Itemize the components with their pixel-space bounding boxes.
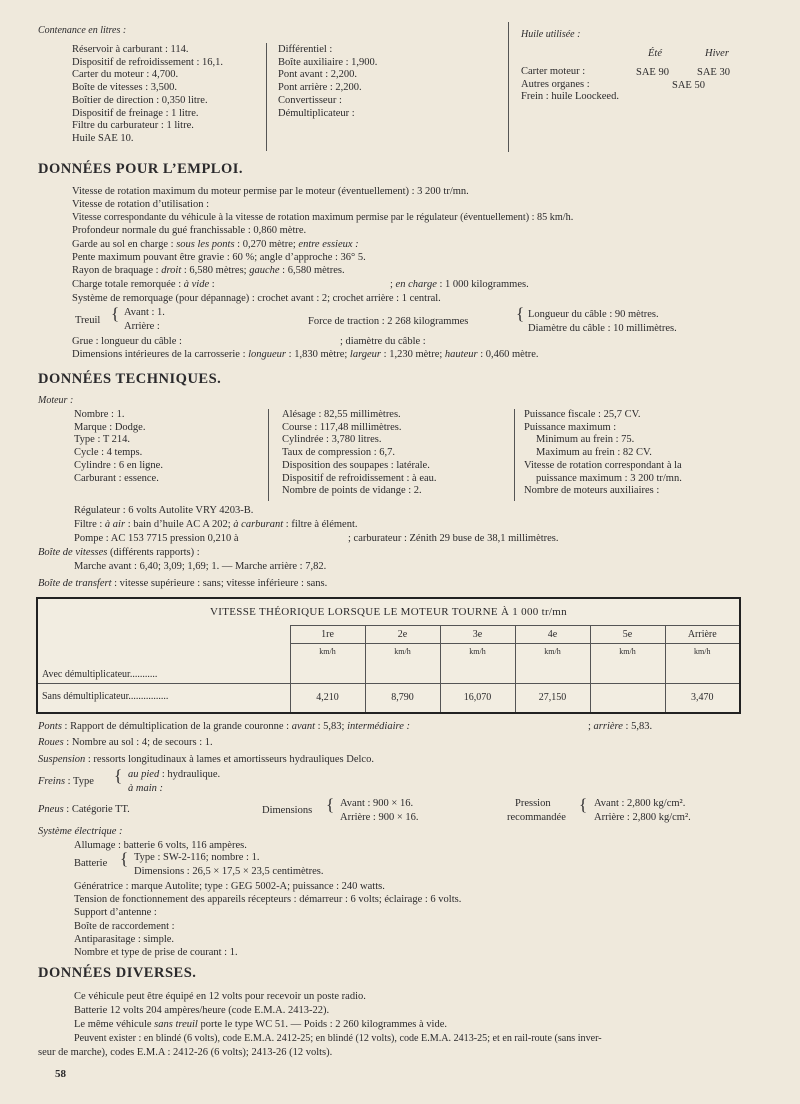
unit-cell: km/h (440, 643, 515, 683)
text-line: Ponts : Rapport de démultiplication de la grande couronne : avant : 5,83; intermédiaire : (38, 721, 410, 732)
text-line: Allumage : batterie 6 volts, 116 ampères. (74, 840, 247, 851)
list-item: Dispositif de refroidissement : à eau. (282, 472, 437, 484)
list-item: Nombre de points de vidange : 2. (282, 485, 422, 497)
divider (508, 22, 509, 152)
text-line: Diamètre du câble : 10 millimètres. (528, 323, 677, 334)
list-item: Convertisseur : (278, 94, 342, 106)
brace: { (114, 766, 123, 785)
column-header: 2e (365, 625, 440, 643)
engine-col-1 (74, 409, 163, 485)
page-number: 58 (55, 1068, 66, 1080)
table-title: VITESSE THÉORIQUE LORSQUE LE MOTEUR TOURNE À 1 000 tr/mn (210, 605, 567, 618)
text-line: Nombre et type de prise de courant : 1. (74, 947, 238, 958)
text-line: Avant : 1. (124, 307, 165, 318)
list-item: Frein : huile Loockeed. (521, 91, 619, 103)
oil-carter-winter: SAE 30 (697, 67, 730, 78)
text-line: Boîte de transfert : vitesse supérieure : sans; vitesse inférieure : sans. (38, 578, 328, 589)
list-item: Dispositif de freinage : 1 litre. (72, 107, 199, 119)
engine-col-3 (524, 409, 682, 498)
oil-other-value: SAE 50 (672, 80, 705, 91)
list-item: Puissance maximum : (524, 421, 617, 433)
brace: { (120, 849, 129, 868)
list-item: Démultiplicateur : (278, 107, 355, 119)
capacity-list-mid (278, 44, 377, 120)
text-line: ; carburateur : Zénith 29 buse de 38,1 millimètres. (348, 533, 559, 544)
row-label: Sans démultiplicateur................ (37, 683, 290, 713)
list-item: Puissance fiscale : 25,7 CV. (524, 409, 641, 420)
list-item: Pont avant : 2,200. (278, 69, 358, 81)
section-title-diverses: DONNÉES DIVERSES. (38, 965, 197, 981)
text-line: ; arrière : 5,83. (588, 721, 653, 732)
capacity-heading: Contenance en litres : (38, 25, 127, 36)
list-item: Minimum au frein : 75. (536, 434, 635, 446)
list-item: Taux de compression : 6,7. (282, 447, 395, 459)
text-line: Le même véhicule sans treuil porte le type WC 51. — Poids : 2 260 kilogrammes à vide. (74, 1019, 447, 1030)
divider (514, 409, 515, 501)
list-item: Autres organes : (521, 78, 590, 90)
list-item: Réservoir à carburant : 114. (72, 44, 189, 55)
text-line: Dimensions : 26,5 × 17,5 × 23,5 centimètres. (134, 866, 324, 877)
unit-cell: km/h (290, 643, 365, 683)
text-line: Charge totale remorquée : à vide : (72, 279, 215, 290)
text-line: ; en charge : 1 000 kilogrammes. (390, 279, 529, 290)
text-line: Profondeur normale du gué franchissable : 0,860 mètre. (72, 225, 307, 236)
text-line: Force de traction : 2 268 kilogrammes (308, 316, 469, 327)
list-item: Boîtier de direction : 0,350 litre. (72, 94, 208, 106)
table-cell (590, 683, 665, 713)
text-line: Pompe : AC 153 7715 pression 0,210 à (74, 533, 239, 544)
section-title-techniques: DONNÉES TECHNIQUES. (38, 371, 222, 387)
text-line: Freins : Type (38, 776, 94, 787)
list-item: Type : T 214. (74, 434, 131, 446)
list-item: Vitesse de rotation correspondant à la (524, 459, 682, 471)
column-header: 3e (440, 625, 515, 643)
list-item: Alésage : 82,55 millimètres. (282, 409, 401, 420)
text-line: ; diamètre du câble : (340, 336, 426, 347)
list-item: Filtre du carburateur : 1 litre. (72, 120, 194, 132)
text-line: Vitesse de rotation d’utilisation : (72, 199, 210, 210)
divider (266, 43, 267, 151)
list-item: Différentiel : (278, 44, 333, 55)
list-item: Cylindre : 6 en ligne. (74, 459, 163, 471)
column-header: 5e (590, 625, 665, 643)
list-item: Cycle : 4 temps. (74, 447, 143, 459)
oil-heading: Huile utilisée : (521, 29, 581, 40)
divider (268, 409, 269, 501)
list-item: Course : 117,48 millimètres. (282, 421, 402, 433)
text-line: Garde au sol en charge : sous les ponts : 0,270 mètre; entre essieux : (72, 239, 359, 250)
text-line: Longueur du câble : 90 mètres. (528, 309, 659, 320)
unit-cell: km/h (515, 643, 590, 683)
table-cell: 8,790 (365, 683, 440, 713)
list-item: Carter moteur : (521, 66, 586, 77)
unit-cell: km/h (590, 643, 665, 683)
brace: { (579, 795, 588, 814)
list-item: Nombre : 1. (74, 409, 125, 420)
text-line: Rayon de braquage : droit : 6,580 mètres; gauche : 6,580 mètres. (72, 265, 345, 276)
table-row (37, 643, 740, 683)
engine-heading: Moteur : (38, 395, 74, 406)
oil-summer-header: Été (648, 48, 662, 59)
text-line: Système de remorquage (pour dépannage) : crochet avant : 2; crochet arrière : 1 central. (72, 293, 441, 304)
brace: { (111, 304, 120, 323)
text-line: Boîte de raccordement : (74, 921, 175, 932)
text-line: à main : (128, 783, 163, 794)
list-item: Boîte de vitesses : 3,500. (72, 82, 177, 94)
section-title-emploi: DONNÉES POUR L’EMPLOI. (38, 161, 244, 177)
text-line: Génératrice : marque Autolite; type : GEG 5002-A; puissance : 240 watts. (74, 881, 385, 892)
text-line: Suspension : ressorts longitudinaux à lames et amortisseurs hydrauliques Delco. (38, 754, 374, 765)
column-header: 1re (290, 625, 365, 643)
column-header: Arrière (665, 625, 740, 643)
table-cell (37, 625, 290, 643)
row-label: Avec démultiplicateur........... (37, 643, 290, 683)
text-line: recommandée (507, 812, 566, 823)
list-item: Maximum au frein : 82 CV. (536, 447, 652, 459)
text-line: au pied : hydraulique. (128, 769, 221, 780)
list-item: Dispositif de refroidissement : 16,1. (72, 56, 224, 68)
list-item: Pont arrière : 2,200. (278, 82, 362, 94)
text-line: Arrière : 2,800 kg/cm². (594, 812, 691, 823)
winch-label: Treuil (75, 315, 101, 326)
table-cell: 4,210 (290, 683, 365, 713)
table-cell: 27,150 (515, 683, 590, 713)
text-line: Pression (515, 798, 551, 809)
column-header: 4e (515, 625, 590, 643)
list-item: Huile SAE 10. (72, 132, 134, 144)
table-cell: 3,470 (665, 683, 740, 713)
text-line: Vitesse correspondante du véhicule à la vitesse de rotation maximum permise par le régulateur (éventuellement) : 85 km/h. (72, 212, 574, 223)
text-line: Batterie 12 volts 204 ampères/heure (code E.M.A. 2413-22). (74, 1005, 330, 1016)
table-title-row (37, 598, 740, 625)
list-item: Marque : Dodge. (74, 421, 146, 433)
text-line: Arrière : (124, 321, 160, 332)
table-cell: 16,070 (440, 683, 515, 713)
list-item: Boîte auxiliaire : 1,900. (278, 56, 378, 68)
brace: { (516, 304, 525, 323)
list-item: Carter du moteur : 4,700. (72, 69, 179, 81)
text-line: seur de marche), codes E.M.A : 2412-26 (6 volts); 2413-26 (12 volts). (38, 1047, 333, 1058)
text-line: Roues : Nombre au sol : 4; de secours : 1. (38, 737, 213, 748)
text-line: Type : SW-2-116; nombre : 1. (134, 852, 260, 863)
text-line: Ce véhicule peut être équipé en 12 volts pour recevoir un poste radio. (74, 991, 366, 1002)
engine-col-2 (282, 409, 437, 498)
list-item: Carburant : essence. (74, 472, 159, 484)
text-line: Pneus : Catégorie TT. (38, 804, 130, 815)
text-line: Dimensions intérieures de la carrosserie : longueur : 1,830 mètre; largeur : 1,230 mètre; hauteur : 0,460 mètre. (72, 349, 539, 360)
text-line: Support d’antenne : (74, 907, 157, 918)
text-line: Vitesse de rotation maximum du moteur permise par le moteur (éventuellement) : 3 200 tr/mn. (72, 186, 469, 197)
oil-carter-summer: SAE 90 (636, 67, 669, 78)
text-line: Avant : 2,800 kg/cm². (594, 798, 686, 809)
list-item: Nombre de moteurs auxiliaires : (524, 485, 660, 497)
text-line: Boîte de vitesses (différents rapports) : (38, 547, 200, 558)
speed-table (36, 597, 741, 714)
text-line: Antiparasitage : simple. (74, 934, 175, 945)
oil-winter-header: Hiver (705, 48, 729, 59)
capacity-list-left (72, 44, 223, 146)
text-line: Régulateur : 6 volts Autolite VRY 4203-B. (74, 505, 254, 516)
text-line: Grue : longueur du câble : (72, 336, 182, 347)
oil-rows (521, 66, 619, 104)
unit-cell: km/h (365, 643, 440, 683)
list-item: puissance maximum : 3 200 tr/mn. (536, 472, 682, 484)
electrical-heading: Système électrique : (38, 826, 123, 837)
text-line: Marche avant : 6,40; 3,09; 1,69; 1. — Marche arrière : 7,82. (74, 561, 327, 572)
text-line: Tension de fonctionnement des appareils récepteurs : démarreur : 6 volts; éclairage : 6 volts. (74, 894, 462, 905)
text-line: Batterie (74, 858, 108, 869)
table-row (37, 683, 740, 713)
text-line: Filtre : à air : bain d’huile AC A 202; à carburant : filtre à élément. (74, 519, 358, 530)
brace: { (326, 795, 335, 814)
text-line: Dimensions (262, 805, 313, 816)
text-line: Avant : 900 × 16. (340, 798, 414, 809)
text-line: Arrière : 900 × 16. (340, 812, 419, 823)
text-line: Pente maximum pouvant être gravie : 60 %; angle d’approche : 36° 5. (72, 252, 366, 263)
unit-cell: km/h (665, 643, 740, 683)
list-item: Disposition des soupapes : latérale. (282, 459, 430, 471)
list-item: Cylindrée : 3,780 litres. (282, 434, 382, 446)
table-header-row (37, 625, 740, 643)
text-line: Peuvent exister : en blindé (6 volts), code E.M.A. 2412-25; en blindé (12 volts), code E.M.A. 2413-25; et en rail-route (sans inver- (74, 1033, 602, 1044)
